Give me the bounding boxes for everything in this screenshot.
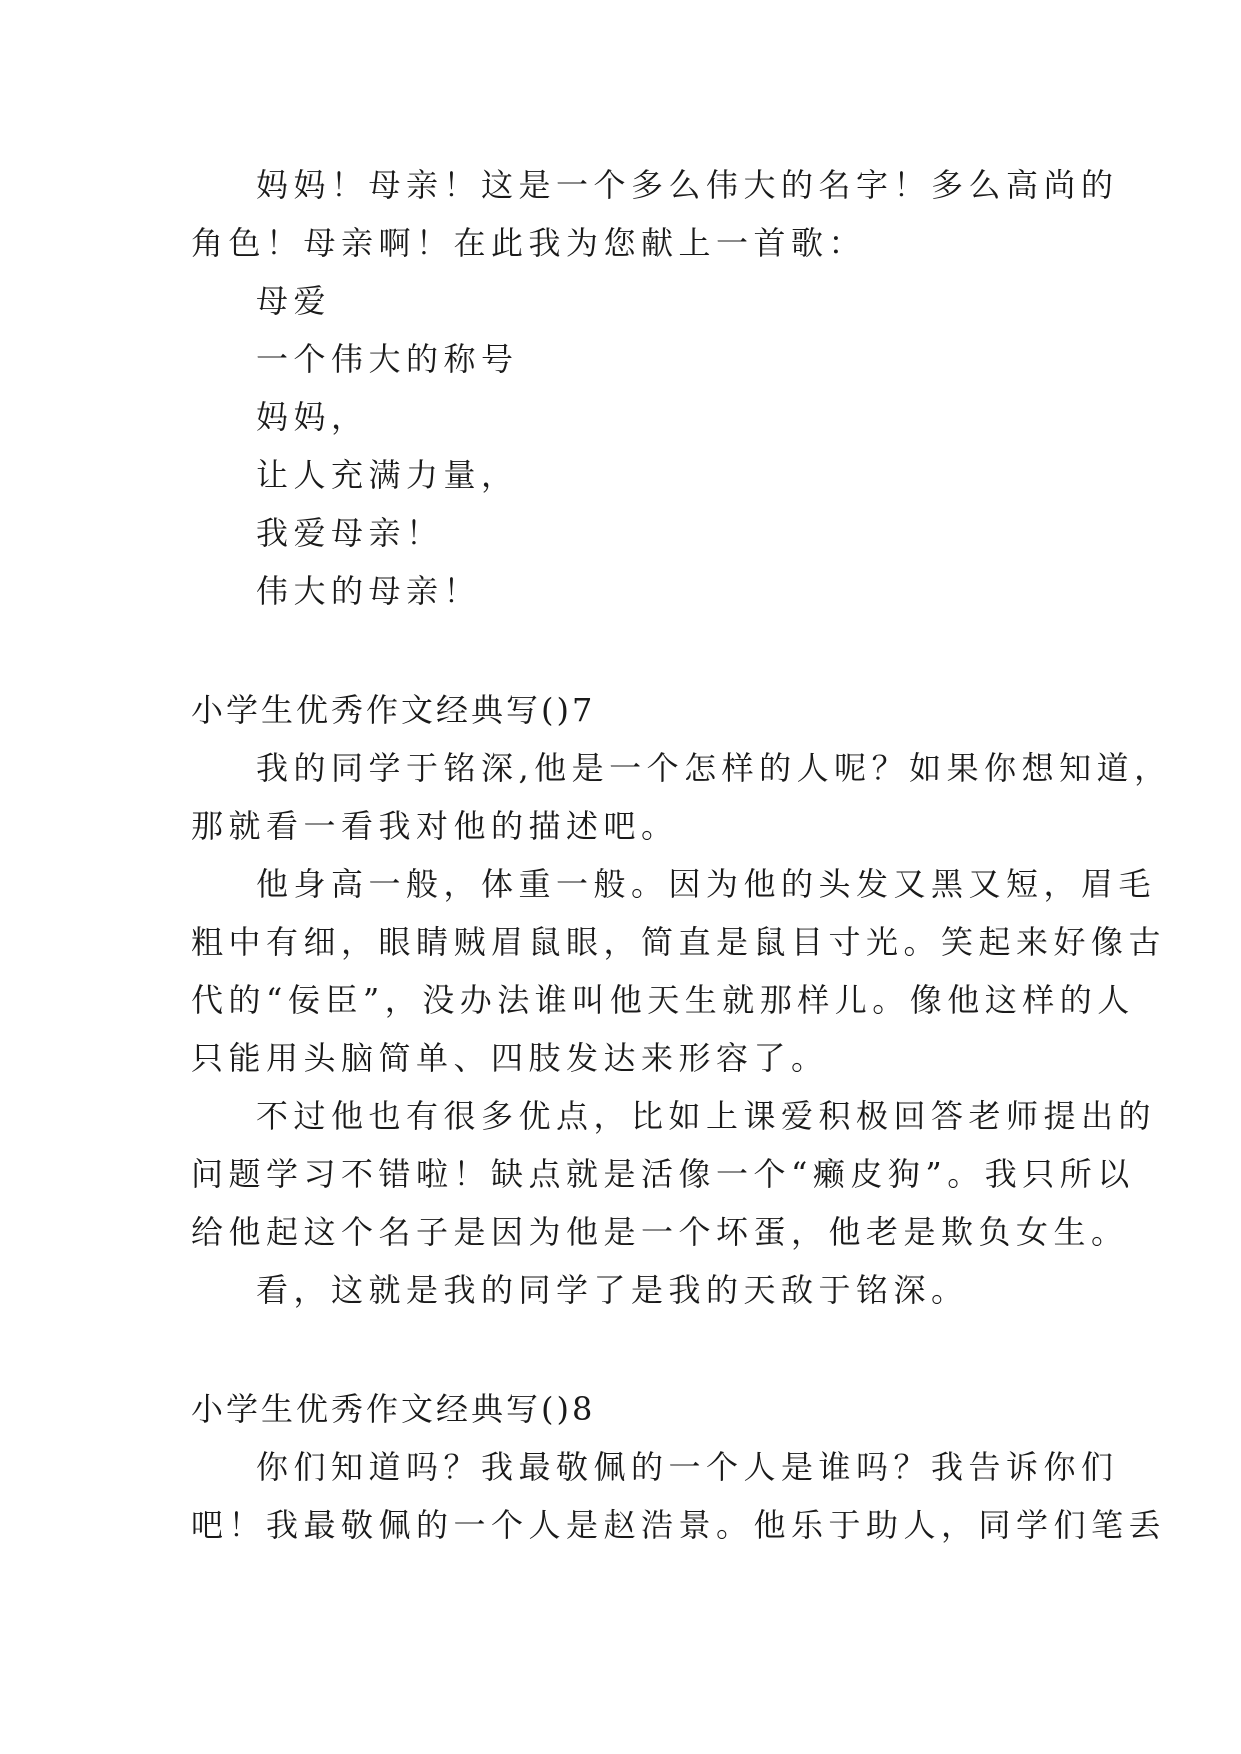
paragraph-line: 问题学习不错啦！缺点就是活像一个“癞皮狗”。我只所以: [191, 1155, 1135, 1193]
section-heading: 小学生优秀作文经典写()8: [191, 1390, 596, 1428]
paragraph-line: 只能用头脑简单、四肢发达来形容了。: [191, 1039, 829, 1077]
paragraph-line: 吧！我最敬佩的一个人是赵浩景。他乐于助人，同学们笔丢: [191, 1506, 1167, 1544]
paragraph-line: 妈妈！母亲！这是一个多么伟大的名字！多么高尚的: [256, 166, 1119, 204]
poem-line: 让人充满力量，: [256, 456, 519, 494]
poem-line: 一个伟大的称号: [256, 340, 519, 378]
poem-line: 妈妈，: [256, 398, 369, 436]
paragraph-line: 不过他也有很多优点，比如上课爱积极回答老师提出的: [256, 1097, 1157, 1135]
paragraph-line: 你们知道吗？我最敬佩的一个人是谁吗？我告诉你们: [256, 1448, 1119, 1486]
paragraph-line: 角色！母亲啊！在此我为您献上一首歌：: [191, 224, 867, 262]
poem-line: 母爱: [256, 282, 332, 320]
paragraph-line: 他身高一般，体重一般。因为他的头发又黑又短，眉毛: [256, 865, 1157, 903]
paragraph-line: 给他起这个名子是因为他是一个坏蛋，他老是欺负女生。: [191, 1213, 1129, 1251]
paragraph-line: 代的“佞臣”，没办法谁叫他天生就那样儿。像他这样的人: [191, 981, 1135, 1019]
section-heading: 小学生优秀作文经典写()7: [191, 691, 596, 729]
paragraph-line: 粗中有细，眼睛贼眉鼠眼，简直是鼠目寸光。笑起来好像古: [191, 923, 1167, 961]
poem-line: 伟大的母亲！: [256, 572, 482, 610]
paragraph-line: 那就看一看我对他的描述吧。: [191, 807, 679, 845]
poem-line: 我爱母亲！: [256, 514, 444, 552]
paragraph-line: 看，这就是我的同学了是我的天敌于铭深。: [256, 1271, 969, 1309]
paragraph-line: 我的同学于铭深,他是一个怎样的人呢？如果你想知道，: [256, 749, 1172, 787]
